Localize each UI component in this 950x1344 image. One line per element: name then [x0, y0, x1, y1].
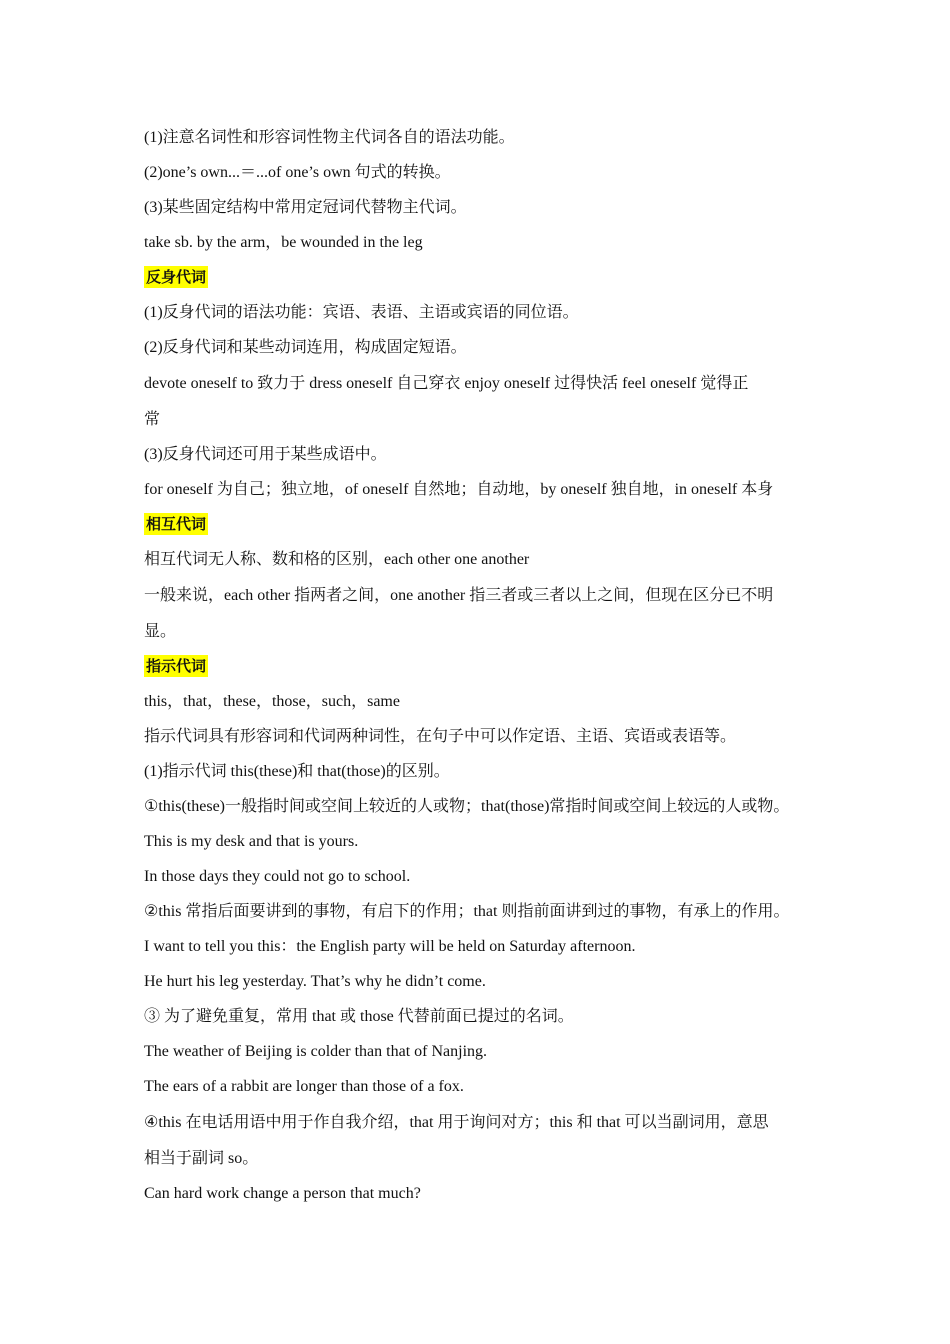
paragraph-line: 相当于副词 so。	[144, 1150, 259, 1167]
paragraph-line: take sb. by the arm，be wounded in the leg	[144, 234, 423, 251]
paragraph-line: 指示代词具有形容词和代词两种词性，在句子中可以作定语、主语、宾语或表语等。	[144, 728, 737, 745]
paragraph-line: ④this 在电话用语中用于作自我介绍，that 用于询问对方；this 和 that 可以当副词用，意思	[144, 1114, 769, 1131]
paragraph-line: (1)反身代词的语法功能：宾语、表语、主语或宾语的同位语。	[144, 304, 579, 321]
paragraph-line: 显。	[144, 623, 177, 640]
example-sentence: The ears of a rabbit are longer than those of a fox.	[144, 1078, 464, 1095]
example-sentence: Can hard work change a person that much?	[144, 1185, 421, 1202]
paragraph-line: 相互代词无人称、数和格的区别，each other one another	[144, 551, 530, 568]
section-heading-row	[144, 649, 824, 684]
document-body	[144, 120, 824, 1211]
example-sentence: The weather of Beijing is colder than that of Nanjing.	[144, 1043, 488, 1060]
paragraph-line: for oneself 为自己；独立地，of oneself 自然地；自动地，by oneself 独自地，in oneself 本身	[144, 481, 774, 498]
section-heading-reflexive: 反身代词	[146, 268, 207, 286]
example-sentence: This is my desk and that is yours.	[144, 833, 359, 850]
example-sentence: I want to tell you this：the English party will be held on Saturday afternoon.	[144, 938, 636, 955]
paragraph-line: ②this 常指后面要讲到的事物，有启下的作用；that 则指前面讲到过的事物，有承上的作用。	[144, 903, 790, 920]
paragraph-line: 一般来说，each other 指两者之间，one another 指三者或三者以上之间，但现在区分已不明	[144, 587, 774, 604]
section-heading-reciprocal: 相互代词	[146, 515, 207, 533]
paragraph-line: (1)指示代词 this(these)和 that(those)的区别。	[144, 763, 450, 780]
paragraph-line: (2)one’s own...＝...of one’s own 句式的转换。	[144, 164, 451, 181]
section-heading-demonstrative: 指示代词	[146, 657, 207, 675]
section-heading-row	[144, 507, 824, 542]
paragraph-line: (3)反身代词还可用于某些成语中。	[144, 446, 387, 463]
paragraph-line: (1)注意名词性和形容词性物主代词各自的语法功能。	[144, 129, 515, 146]
paragraph-line: devote oneself to 致力于 dress oneself 自己穿衣 enjoy oneself 过得快活 feel oneself 觉得正	[144, 375, 749, 392]
paragraph-line: 常	[144, 411, 161, 428]
example-sentence: In those days they could not go to school.	[144, 868, 411, 885]
section-heading-row	[144, 260, 824, 295]
paragraph-line: (2)反身代词和某些动词连用，构成固定短语。	[144, 339, 467, 356]
example-sentence: He hurt his leg yesterday. That’s why he didn’t come.	[144, 973, 486, 990]
paragraph-line: ①this(these)一般指时间或空间上较近的人或物；that(those)常指时间或空间上较远的人或物。	[144, 798, 790, 815]
paragraph-line: ③ 为了避免重复，常用 that 或 those 代替前面已提过的名词。	[144, 1008, 574, 1025]
paragraph-line: this，that，these，those，such，same	[144, 693, 400, 710]
paragraph-line: (3)某些固定结构中常用定冠词代替物主代词。	[144, 199, 467, 216]
